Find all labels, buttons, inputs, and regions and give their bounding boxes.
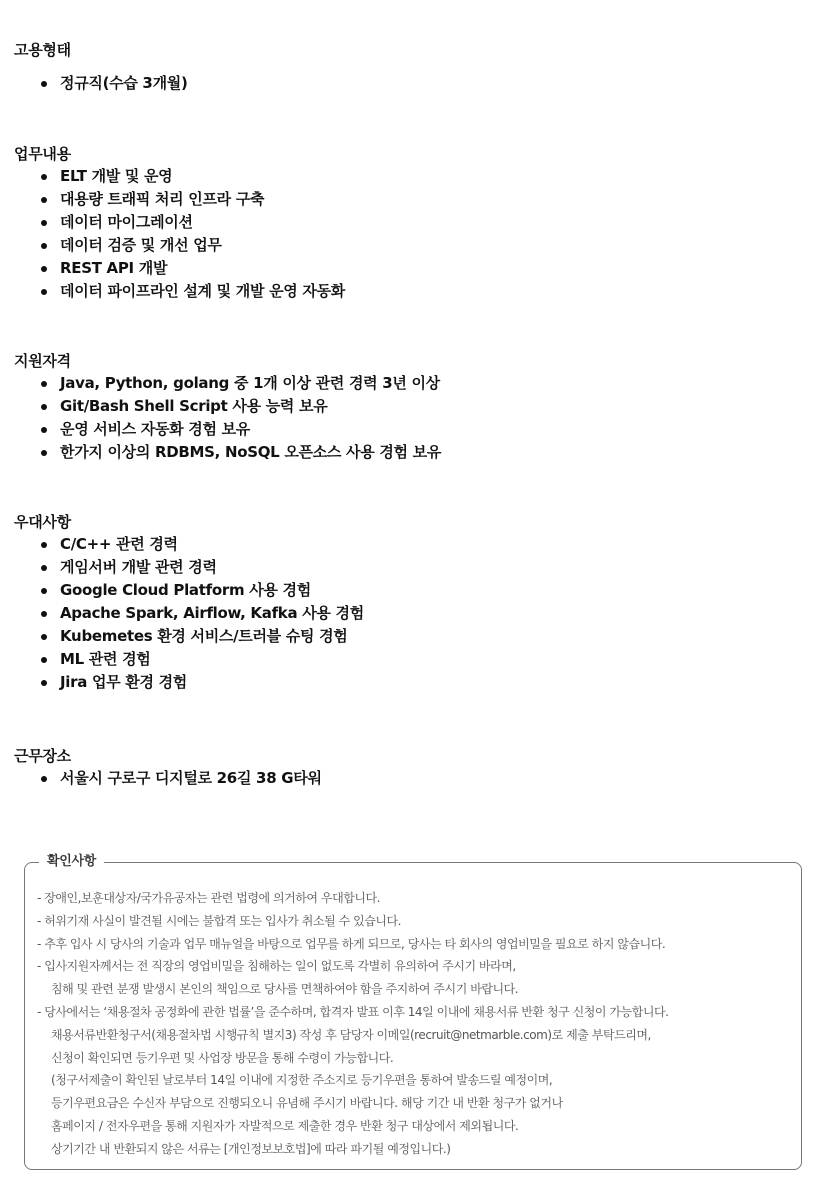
bullet-icon [41, 197, 47, 203]
notice-line: - 당사에서는 ‘채용절차 공정화에 관한 법률’을 준수하며, 합격자 발표 이후 14일 이내에 채용서류 반환 청구 신청이 가능합니다. [37, 1004, 669, 1019]
section-heading: 지원자격 [14, 352, 71, 370]
list-item [14, 556, 804, 579]
bullet-icon [41, 776, 47, 782]
bullet-icon [41, 680, 47, 686]
list-item [14, 188, 804, 211]
list-item-text: Jira 업무 환경 경험 [60, 673, 187, 691]
section-heading: 근무장소 [14, 747, 71, 765]
notice-box [24, 854, 802, 1170]
list-item [14, 648, 804, 671]
list-item [14, 257, 804, 280]
employment-type-list [14, 72, 804, 95]
notice-line: 침해 및 관련 분쟁 발생시 본인의 책임으로 당사를 면책하여야 함을 주지하여 주시기 바랍니다. [51, 982, 519, 997]
notice-line: - 장애인,보훈대상자/국가유공자는 관련 법령에 의거하여 우대합니다. [37, 891, 381, 905]
list-item [14, 767, 804, 790]
list-item-text: ELT 개발 및 운영 [60, 167, 173, 185]
list-item-text: Apache Spark, Airflow, Kafka 사용 경험 [60, 604, 364, 622]
section-preferred [14, 512, 804, 694]
list-item [14, 234, 804, 257]
list-item [14, 625, 804, 648]
bullet-icon [41, 266, 47, 272]
notice-title: 확인사항 [39, 852, 104, 872]
section-heading: 우대사항 [14, 513, 71, 531]
bullet-icon [41, 81, 47, 87]
list-item-text: Google Cloud Platform 사용 경험 [60, 581, 311, 599]
list-item [14, 72, 804, 95]
notice-line: (청구서제출이 확인된 날로부터 14일 이내에 지정한 주소지로 등기우편을 통하여 발송드릴 예정이며, [51, 1073, 553, 1088]
list-item [14, 372, 804, 395]
notice-line: - 허위기재 사실이 발견될 시에는 불합격 또는 입사가 취소될 수 있습니다. [37, 913, 402, 928]
bullet-icon [41, 611, 47, 617]
list-item-text: C/C++ 관련 경력 [60, 535, 178, 553]
list-item [14, 602, 804, 625]
list-item-text: Git/Bash Shell Script 사용 능력 보유 [60, 397, 328, 415]
list-item [14, 165, 804, 188]
list-item [14, 671, 804, 694]
list-item [14, 211, 804, 234]
preferred-list [14, 533, 804, 694]
bullet-icon [41, 634, 47, 640]
list-item [14, 395, 804, 418]
notice-line: - 추후 입사 시 당사의 기술과 업무 매뉴얼을 바탕으로 업무를 하게 되므로, 당사는 타 회사의 영업비밀을 필요로 하지 않습니다. [37, 936, 666, 951]
list-item-text: 데이터 파이프라인 설계 및 개발 운영 자동화 [60, 282, 345, 300]
notice-line: - 입사지원자께서는 전 직장의 영업비밀을 침해하는 일이 없도록 각별히 유의하여 주시기 바라며, [37, 959, 516, 974]
list-item-text: 한가지 이상의 RDBMS, NoSQL 오픈소스 사용 경험 보유 [60, 443, 442, 461]
list-item-text: 정규직(수습 3개월) [60, 74, 188, 92]
bullet-icon [41, 404, 47, 410]
list-item [14, 579, 804, 602]
list-item-text: 서울시 구로구 디지털로 26길 38 G타워 [60, 769, 322, 787]
bullet-icon [41, 289, 47, 295]
section-employment-type [14, 40, 804, 95]
notice-line: 상기기간 내 반환되지 않은 서류는 [개인정보보호법]에 따라 파기될 예정입니다.) [51, 1141, 451, 1156]
work-location-list [14, 767, 804, 790]
list-item-text: 운영 서비스 자동화 경험 보유 [60, 420, 250, 438]
list-item-text: 게임서버 개발 관련 경력 [60, 558, 217, 576]
bullet-icon [41, 565, 47, 571]
list-item-text: ML 관련 경험 [60, 650, 151, 668]
list-item [14, 280, 804, 303]
notice-line: 홈페이지 / 전자우편을 통해 지원자가 자발적으로 제출한 경우 반환 청구 대상에서 제외됩니다. [51, 1118, 519, 1133]
bullet-icon [41, 542, 47, 548]
section-qualifications [14, 351, 804, 464]
section-job-duties [14, 144, 804, 303]
bullet-icon [41, 588, 47, 594]
qualifications-list [14, 372, 804, 464]
notice-line: 등기우편요금은 수신자 부담으로 진행되오니 유념해 주시기 바랍니다. 해당 기간 내 반환 청구가 없거나 [51, 1096, 563, 1111]
list-item-text: 대용량 트래픽 처리 인프라 구축 [60, 190, 265, 208]
notice-line: 신청이 확인되면 등기우편 및 사업장 방문을 통해 수령이 가능합니다. [51, 1050, 394, 1065]
bullet-icon [41, 243, 47, 249]
list-item-text: 데이터 마이그레이션 [60, 213, 193, 231]
list-item-text: 데이터 검증 및 개선 업무 [60, 236, 222, 254]
list-item [14, 533, 804, 556]
list-item-text: Kubemetes 환경 서비스/트러블 슈팅 경험 [60, 627, 348, 645]
section-heading: 고용형태 [14, 41, 71, 59]
bullet-icon [41, 174, 47, 180]
notice-line: 채용서류반환청구서(채용절차법 시행규칙 별지3) 작성 후 담당자 이메일(recruit@netmarble.com)로 제출 부탁드리며, [51, 1027, 651, 1042]
bullet-icon [41, 381, 47, 387]
notice-list [37, 887, 797, 1161]
list-item-text: REST API 개발 [60, 259, 168, 277]
bullet-icon [41, 427, 47, 433]
bullet-icon [41, 657, 47, 663]
list-item [14, 441, 804, 464]
section-heading: 업무내용 [14, 145, 71, 163]
bullet-icon [41, 220, 47, 226]
list-item-text: Java, Python, golang 중 1개 이상 관련 경력 3년 이상 [60, 374, 440, 392]
bullet-icon [41, 450, 47, 456]
section-work-location [14, 746, 804, 790]
job-duties-list [14, 165, 804, 303]
list-item [14, 418, 804, 441]
